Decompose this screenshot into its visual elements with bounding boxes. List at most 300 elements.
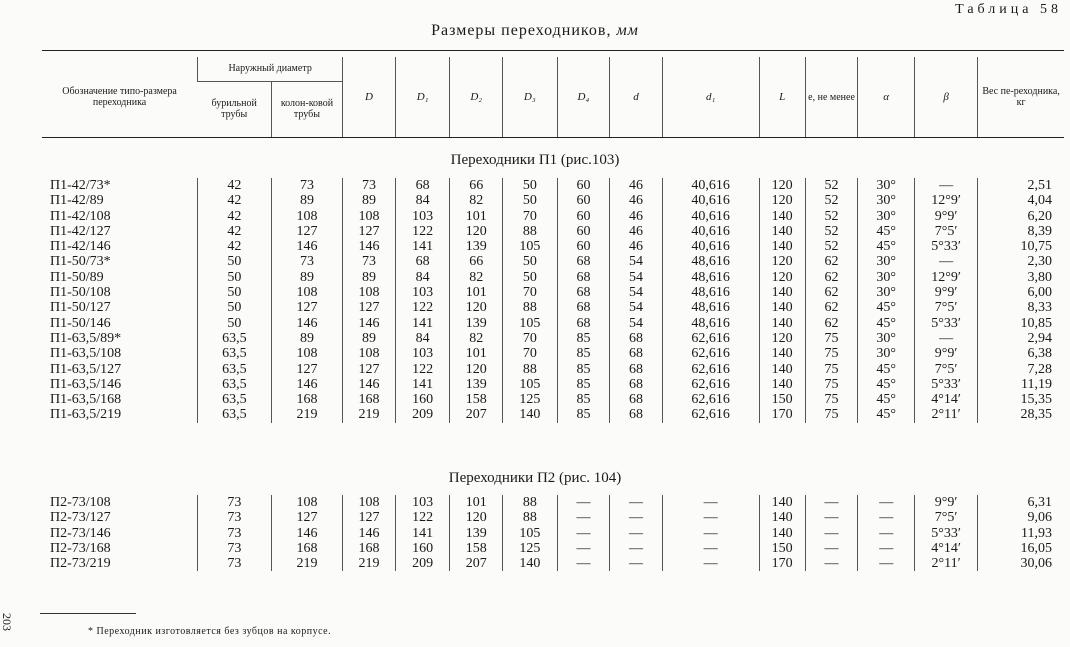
cell-D2: 66 (450, 254, 503, 269)
footnote-rule (40, 613, 136, 614)
cell-casing-pipe: 146 (271, 316, 342, 331)
cell-L: 150 (759, 541, 805, 556)
header-weight: Вес пе-реходника, кг (978, 57, 1064, 137)
cell-drill-pipe: 42 (198, 178, 272, 193)
cell-D: 127 (343, 510, 396, 525)
header-outer-diameter: Наружный диаметр (198, 57, 343, 81)
cell-d: 54 (610, 300, 663, 315)
cell-D2: 139 (450, 316, 503, 331)
section-title-p1: Переходники П1 (рис.103) (450, 152, 620, 168)
cell-d: — (610, 526, 663, 541)
cell-L: 140 (759, 362, 805, 377)
cell-D2: 120 (450, 362, 503, 377)
cell-D2: 101 (450, 285, 503, 300)
cell-designation: П2-73/146 (50, 525, 111, 541)
cell-D: 127 (343, 362, 396, 377)
title-unit: мм (616, 22, 639, 39)
cell-alpha: 30° (858, 270, 915, 285)
cell-D3: 88 (502, 300, 557, 315)
cell-drill-pipe: 63,5 (198, 377, 272, 392)
cell-D: 168 (343, 541, 396, 556)
cell-d1: 62,616 (662, 377, 759, 392)
cell-L: 140 (759, 510, 805, 525)
cell-beta: 12°9′ (915, 193, 978, 208)
cell-weight: 10,75 (978, 239, 1064, 254)
cell-beta: 2°11′ (915, 556, 978, 571)
cell-alpha: — (858, 556, 915, 571)
cell-designation: П1-63,5/219 (50, 407, 122, 423)
footnote: * Переходник изготовляется без зубцов на корпусе. (88, 626, 332, 637)
cell-designation: П1-42/127 (50, 223, 111, 239)
cell-D3: 70 (502, 346, 557, 361)
header-alpha: α (858, 57, 915, 137)
cell-D4: — (557, 541, 610, 556)
table-row (42, 541, 1064, 556)
cell-D4: 68 (557, 254, 610, 269)
cell-e: 62 (805, 300, 858, 315)
cell-D3: 50 (502, 193, 557, 208)
cell-e: 75 (805, 362, 858, 377)
cell-drill-pipe: 50 (198, 254, 272, 269)
cell-D4: 60 (557, 178, 610, 193)
cell-D4: 68 (557, 316, 610, 331)
cell-weight: 3,80 (978, 270, 1064, 285)
cell-casing-pipe: 219 (271, 407, 342, 422)
cell-D1: 141 (395, 239, 450, 254)
cell-weight: 4,04 (978, 193, 1064, 208)
cell-drill-pipe: 73 (198, 495, 272, 510)
cell-alpha: 30° (858, 178, 915, 193)
cell-d1: 48,616 (662, 300, 759, 315)
cell-D4: 60 (557, 193, 610, 208)
cell-D1: 122 (395, 510, 450, 525)
cell-drill-pipe: 73 (198, 541, 272, 556)
cell-D4: 85 (557, 377, 610, 392)
cell-designation: П2-73/108 (50, 495, 111, 510)
cell-D1: 103 (395, 346, 450, 361)
cell-D: 219 (343, 556, 396, 571)
cell-d1: — (662, 541, 759, 556)
cell-weight: 8,33 (978, 300, 1064, 315)
cell-alpha: 30° (858, 285, 915, 300)
table-row (42, 209, 1064, 224)
cell-alpha: — (858, 495, 915, 510)
cell-alpha: — (858, 510, 915, 525)
cell-D: 89 (343, 193, 396, 208)
cell-d: 46 (610, 239, 663, 254)
cell-casing-pipe: 219 (271, 556, 342, 571)
cell-D: 89 (343, 331, 396, 346)
cell-designation: П1-63,5/168 (50, 392, 122, 408)
cell-L: 120 (759, 193, 805, 208)
cell-D4: — (557, 526, 610, 541)
table-row (42, 377, 1064, 392)
cell-D2: 101 (450, 346, 503, 361)
cell-d: 68 (610, 392, 663, 407)
cell-alpha: 30° (858, 254, 915, 269)
cell-D2: 82 (450, 331, 503, 346)
cell-designation: П2-73/219 (50, 556, 111, 572)
cell-L: 140 (759, 316, 805, 331)
cell-drill-pipe: 63,5 (198, 346, 272, 361)
table-label: Таблица 58 (955, 2, 1062, 17)
cell-beta: 4°14′ (915, 392, 978, 407)
cell-D3: 70 (502, 285, 557, 300)
cell-d1: 40,616 (662, 178, 759, 193)
cell-casing-pipe: 127 (271, 362, 342, 377)
cell-D4: 68 (557, 285, 610, 300)
cell-d: 54 (610, 285, 663, 300)
cell-drill-pipe: 50 (198, 270, 272, 285)
cell-d1: 40,616 (662, 193, 759, 208)
cell-casing-pipe: 73 (271, 178, 342, 193)
cell-D: 127 (343, 224, 396, 239)
cell-drill-pipe: 50 (198, 300, 272, 315)
cell-casing-pipe: 127 (271, 224, 342, 239)
cell-D2: 139 (450, 526, 503, 541)
cell-drill-pipe: 73 (198, 526, 272, 541)
cell-D3: 140 (502, 407, 557, 422)
cell-alpha: 30° (858, 346, 915, 361)
cell-casing-pipe: 108 (271, 346, 342, 361)
cell-D1: 141 (395, 526, 450, 541)
cell-d1: 48,616 (662, 270, 759, 285)
cell-D: 146 (343, 316, 396, 331)
cell-alpha: 45° (858, 239, 915, 254)
cell-D: 127 (343, 300, 396, 315)
cell-D2: 66 (450, 178, 503, 193)
cell-D1: 84 (395, 331, 450, 346)
cell-drill-pipe: 42 (198, 224, 272, 239)
header-drill-pipe: бурильной трубы (211, 98, 257, 121)
cell-L: 170 (759, 407, 805, 422)
cell-D4: 60 (557, 224, 610, 239)
cell-D1: 103 (395, 285, 450, 300)
cell-D1: 68 (395, 254, 450, 269)
cell-drill-pipe: 63,5 (198, 362, 272, 377)
cell-L: 140 (759, 285, 805, 300)
cell-d1: — (662, 510, 759, 525)
cell-d1: 62,616 (662, 407, 759, 422)
header-designation: Обозначение типо-размера переходника (62, 86, 177, 108)
cell-e: 52 (805, 224, 858, 239)
cell-D: 146 (343, 377, 396, 392)
cell-e: — (805, 541, 858, 556)
cell-D2: 120 (450, 300, 503, 315)
cell-e: 52 (805, 193, 858, 208)
cell-D: 146 (343, 239, 396, 254)
cell-D2: 120 (450, 510, 503, 525)
cell-weight: 6,38 (978, 346, 1064, 361)
table-row (42, 407, 1064, 422)
cell-drill-pipe: 42 (198, 193, 272, 208)
cell-beta: 5°33′ (915, 526, 978, 541)
table-body-p1 (42, 178, 1064, 423)
table-title (0, 22, 1070, 40)
cell-drill-pipe: 63,5 (198, 331, 272, 346)
cell-beta: 7°5′ (915, 300, 978, 315)
table-header (42, 57, 1064, 137)
cell-casing-pipe: 168 (271, 392, 342, 407)
cell-D3: 50 (502, 178, 557, 193)
cell-D: 89 (343, 270, 396, 285)
cell-drill-pipe: 50 (198, 316, 272, 331)
cell-d: 54 (610, 254, 663, 269)
cell-casing-pipe: 89 (271, 331, 342, 346)
cell-L: 140 (759, 239, 805, 254)
cell-weight: 11,93 (978, 526, 1064, 541)
cell-d: — (610, 556, 663, 571)
cell-D4: 85 (557, 392, 610, 407)
cell-alpha: 45° (858, 377, 915, 392)
cell-drill-pipe: 73 (198, 510, 272, 525)
table-row (42, 224, 1064, 239)
cell-D3: 88 (502, 224, 557, 239)
cell-D4: 85 (557, 346, 610, 361)
cell-D4: 85 (557, 407, 610, 422)
cell-d: 54 (610, 316, 663, 331)
cell-D3: 88 (502, 495, 557, 510)
cell-e: 52 (805, 178, 858, 193)
cell-d: 46 (610, 209, 663, 224)
cell-L: 120 (759, 331, 805, 346)
table-row (42, 392, 1064, 407)
cell-alpha: — (858, 541, 915, 556)
cell-D: 73 (343, 254, 396, 269)
cell-D1: 122 (395, 362, 450, 377)
cell-alpha: 45° (858, 392, 915, 407)
cell-alpha: 45° (858, 316, 915, 331)
cell-d1: 48,616 (662, 316, 759, 331)
cell-d1: 40,616 (662, 239, 759, 254)
cell-weight: 7,28 (978, 362, 1064, 377)
cell-alpha: 45° (858, 362, 915, 377)
cell-D1: 122 (395, 224, 450, 239)
cell-D1: 68 (395, 178, 450, 193)
header-D1: D₁ (395, 57, 450, 137)
cell-designation: П1-63,5/146 (50, 376, 122, 392)
cell-D3: 70 (502, 331, 557, 346)
header-beta: β (915, 57, 978, 137)
cell-D3: 140 (502, 556, 557, 571)
cell-d: 68 (610, 407, 663, 422)
cell-casing-pipe: 146 (271, 526, 342, 541)
cell-designation: П1-63,5/127 (50, 361, 122, 377)
cell-d1: — (662, 495, 759, 510)
cell-e: 75 (805, 407, 858, 422)
cell-designation: П2-73/168 (50, 540, 111, 556)
cell-alpha: 45° (858, 224, 915, 239)
cell-D1: 209 (395, 407, 450, 422)
cell-e: 62 (805, 270, 858, 285)
header-D4: D₄ (557, 57, 610, 137)
cell-designation: П1-63,5/108 (50, 346, 122, 362)
cell-D1: 84 (395, 193, 450, 208)
cell-D2: 101 (450, 495, 503, 510)
cell-D3: 105 (502, 377, 557, 392)
cell-beta: 9°9′ (915, 495, 978, 510)
cell-weight: 2,30 (978, 254, 1064, 269)
table-row (42, 254, 1064, 269)
table-row (42, 316, 1064, 331)
cell-e: — (805, 556, 858, 571)
cell-alpha: 45° (858, 300, 915, 315)
cell-D1: 160 (395, 541, 450, 556)
cell-d1: 48,616 (662, 285, 759, 300)
cell-drill-pipe: 42 (198, 209, 272, 224)
cell-D2: 82 (450, 270, 503, 285)
cell-beta: 7°5′ (915, 224, 978, 239)
cell-beta: 7°5′ (915, 362, 978, 377)
page-number: 203 (0, 613, 14, 631)
cell-casing-pipe: 73 (271, 254, 342, 269)
cell-d1: — (662, 556, 759, 571)
cell-D2: 82 (450, 193, 503, 208)
cell-d: 68 (610, 346, 663, 361)
cell-d1: 62,616 (662, 362, 759, 377)
cell-weight: 2,51 (978, 178, 1064, 193)
cell-d: 46 (610, 224, 663, 239)
cell-D2: 207 (450, 556, 503, 571)
cell-D3: 88 (502, 362, 557, 377)
cell-casing-pipe: 127 (271, 510, 342, 525)
cell-beta: — (915, 178, 978, 193)
cell-L: 140 (759, 346, 805, 361)
table-row (42, 193, 1064, 208)
cell-alpha: — (858, 526, 915, 541)
cell-weight: 6,00 (978, 285, 1064, 300)
cell-alpha: 45° (858, 407, 915, 422)
cell-D4: — (557, 556, 610, 571)
cell-L: 170 (759, 556, 805, 571)
cell-D4: 85 (557, 331, 610, 346)
cell-d1: 48,616 (662, 254, 759, 269)
cell-d: 68 (610, 331, 663, 346)
cell-drill-pipe: 73 (198, 556, 272, 571)
cell-weight: 8,39 (978, 224, 1064, 239)
cell-casing-pipe: 146 (271, 239, 342, 254)
cell-e: 75 (805, 346, 858, 361)
header-D2: D₂ (450, 57, 503, 137)
cell-casing-pipe: 146 (271, 377, 342, 392)
cell-e: 62 (805, 254, 858, 269)
cell-designation: П1-50/73* (50, 254, 111, 270)
cell-designation: П1-50/127 (50, 300, 111, 316)
cell-e: 75 (805, 377, 858, 392)
cell-designation: П1-42/108 (50, 208, 111, 224)
cell-d: 46 (610, 193, 663, 208)
table-row (42, 510, 1064, 525)
cell-casing-pipe: 127 (271, 300, 342, 315)
cell-e: 52 (805, 239, 858, 254)
cell-D2: 139 (450, 239, 503, 254)
top-rule (42, 50, 1064, 51)
cell-L: 140 (759, 495, 805, 510)
header-e: e, не менее (805, 57, 858, 137)
cell-D2: 207 (450, 407, 503, 422)
cell-e: 62 (805, 316, 858, 331)
cell-d1: 62,616 (662, 392, 759, 407)
cell-D4: 85 (557, 362, 610, 377)
cell-D1: 160 (395, 392, 450, 407)
cell-D4: 60 (557, 209, 610, 224)
table-row (42, 178, 1064, 193)
cell-weight: 28,35 (978, 407, 1064, 422)
cell-weight: 6,31 (978, 495, 1064, 510)
cell-D2: 120 (450, 224, 503, 239)
cell-beta: — (915, 254, 978, 269)
cell-D2: 158 (450, 392, 503, 407)
cell-designation: П1-50/108 (50, 285, 111, 301)
cell-L: 120 (759, 178, 805, 193)
cell-D: 73 (343, 178, 396, 193)
cell-weight: 30,06 (978, 556, 1064, 571)
cell-e: 75 (805, 331, 858, 346)
table-body-p2 (42, 495, 1064, 571)
table-row (42, 495, 1064, 510)
cell-D3: 70 (502, 209, 557, 224)
cell-D: 108 (343, 285, 396, 300)
cell-weight: 6,20 (978, 209, 1064, 224)
cell-casing-pipe: 108 (271, 285, 342, 300)
header-D3: D₃ (502, 57, 557, 137)
cell-designation: П1-50/146 (50, 315, 111, 331)
cell-D2: 101 (450, 209, 503, 224)
cell-drill-pipe: 50 (198, 285, 272, 300)
cell-D3: 105 (502, 316, 557, 331)
cell-designation: П1-50/89 (50, 269, 104, 285)
cell-beta: 5°33′ (915, 316, 978, 331)
cell-e: — (805, 495, 858, 510)
cell-weight: 15,35 (978, 392, 1064, 407)
cell-e: 75 (805, 392, 858, 407)
table-row (42, 285, 1064, 300)
cell-D1: 103 (395, 495, 450, 510)
cell-designation: П1-63,5/89* (50, 330, 122, 346)
cell-alpha: 30° (858, 193, 915, 208)
cell-D3: 105 (502, 239, 557, 254)
cell-D3: 125 (502, 541, 557, 556)
cell-beta: 9°9′ (915, 209, 978, 224)
cell-alpha: 30° (858, 209, 915, 224)
cell-d: 68 (610, 362, 663, 377)
table-row (42, 526, 1064, 541)
cell-casing-pipe: 89 (271, 270, 342, 285)
cell-e: — (805, 510, 858, 525)
cell-D1: 141 (395, 377, 450, 392)
cell-D4: 68 (557, 300, 610, 315)
cell-D1: 141 (395, 316, 450, 331)
title-text: Размеры переходников, (431, 22, 612, 39)
cell-D4: — (557, 510, 610, 525)
cell-casing-pipe: 89 (271, 193, 342, 208)
cell-D4: 68 (557, 270, 610, 285)
cell-D3: 50 (502, 270, 557, 285)
cell-D3: 88 (502, 510, 557, 525)
cell-D3: 105 (502, 526, 557, 541)
cell-casing-pipe: 108 (271, 495, 342, 510)
cell-drill-pipe: 42 (198, 239, 272, 254)
cell-beta: 2°11′ (915, 407, 978, 422)
cell-D: 108 (343, 346, 396, 361)
cell-d1: 40,616 (662, 224, 759, 239)
cell-d: — (610, 495, 663, 510)
cell-D4: — (557, 495, 610, 510)
cell-D1: 84 (395, 270, 450, 285)
cell-D: 219 (343, 407, 396, 422)
cell-L: 140 (759, 300, 805, 315)
cell-L: 140 (759, 209, 805, 224)
